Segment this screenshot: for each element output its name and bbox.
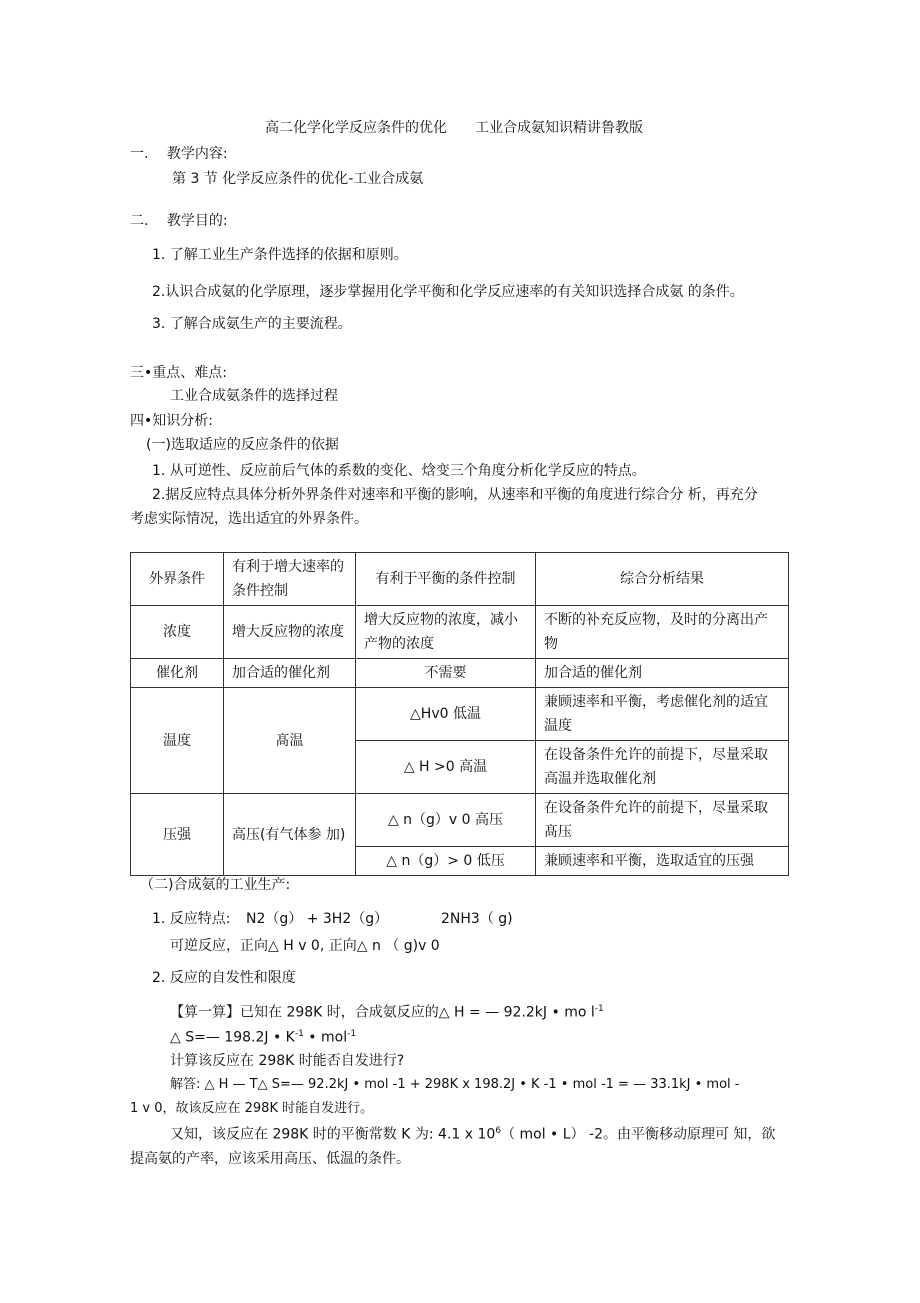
section-4-heading: 四•知识分析:	[130, 413, 213, 429]
table-cell: 加合适的催化剂	[224, 659, 356, 688]
calc-line-2	[170, 1029, 356, 1046]
section-1-body: 第 3 节 化学反应条件的优化-工业合成氨	[172, 171, 424, 187]
section-4-point-2a: 2.据反应特点具体分析外界条件对速率和平衡的影响，从速率和平衡的角度进行综合分 析，再充分	[152, 487, 758, 503]
table-cell: 温度	[131, 688, 224, 794]
table-cell: 兼顾速率和平衡，选取适宜的压强	[536, 847, 789, 876]
page-title: 高二化学化学反应条件的优化 工业合成氨知识精讲鲁教版	[265, 120, 643, 136]
table-cell: 浓度	[131, 606, 224, 659]
section-4-point-1: 1. 从可逆性、反应前后气体的系数的变化、焓变三个角度分析化学反应的特点。	[152, 463, 646, 479]
reaction-right: 2NH3（ g)	[441, 911, 513, 927]
goal-item-1: 1. 了解工业生产条件选择的依据和原则。	[152, 247, 408, 263]
calc-line-2-text: △ S=— 198.2J • K	[170, 1029, 295, 1046]
header-cell: 外界条件	[131, 553, 224, 606]
reaction-label: 1. 反应特点:	[152, 911, 231, 927]
section-4-subheading: (一)选取适应的反应条件的依据	[146, 437, 339, 453]
table-cell: △Hv0 低温	[356, 688, 536, 741]
table-cell: △ n（g）v 0 高压	[356, 794, 536, 847]
equilibrium-line-1	[170, 1126, 775, 1143]
table-cell: 加合适的催化剂	[536, 659, 789, 688]
conditions-table	[130, 552, 789, 876]
table-cell: 不断的补充反应物，及时的分离出产物	[536, 606, 789, 659]
table-row	[131, 606, 789, 659]
calc-line-2-tail: • mol	[308, 1029, 348, 1046]
table-cell: 在设备条件允许的前提下，尽量采取髙压	[536, 794, 789, 847]
table-row	[131, 688, 789, 741]
header-cell: 有利于平衡的条件控制	[356, 553, 536, 606]
table-cell: 髙温	[224, 688, 356, 794]
table-row	[131, 659, 789, 688]
table-cell: △ H >0 高温	[356, 741, 536, 794]
table-cell: 催化剂	[131, 659, 224, 688]
table-row	[131, 794, 789, 847]
equilibrium-exponent: 6	[495, 1126, 502, 1136]
header-cell: 综合分析结果	[536, 553, 789, 606]
header-cell: 有利于增大速率的条件控制	[224, 553, 356, 606]
section-1-heading: 一. 教学内容:	[130, 146, 228, 162]
section-3-heading: 三•重点、难点:	[130, 365, 227, 381]
calc-line-1-text: 【算一算】已知在 298K 时，合成氨反应的△ H = — 92.2kJ • mo l	[170, 1004, 595, 1021]
calc-line-1-sup: -1	[594, 1004, 604, 1014]
answer-line-1: 解答: △ H — T△ S=— 92.2kJ • mol -1 + 298K x 198.2J • K -1 • mol -1 = — 33.1kJ • mol -	[170, 1077, 740, 1092]
table-cell: 兼顾速率和平衡，考虑催化剂的适宜温度	[536, 688, 789, 741]
table-cell: 在设备条件允许的前提下，尽量采取高温并选取催化剂	[536, 741, 789, 794]
table-cell: 增大反应物的浓度	[224, 606, 356, 659]
section-3-body: 工业合成氨条件的选择过程	[170, 388, 338, 404]
goal-item-2: 2.认识合成氨的化学原理，逐步掌握用化学平衡和化学反应速率的有关知识选择合成氨 的条件。	[152, 284, 744, 300]
reaction-features: 可逆反应，正向△ H v 0, 正向△ n （ g)v 0	[170, 938, 440, 954]
answer-line-2: 1 v 0，故该反应在 298K 时能自发进行。	[130, 1101, 374, 1116]
section-4-point-2b: 考虑实际情况，选出适宜的外界条件。	[130, 511, 368, 527]
table-cell: 压强	[131, 794, 224, 876]
section-5-heading: （二)合成氨的工业生产:	[140, 877, 291, 893]
table-cell: 高压(有气体参 加)	[224, 794, 356, 876]
equilibrium-line-1b: （ mol • L） -2。由平衡移动原理可 知，欲	[501, 1126, 776, 1143]
equilibrium-line-2: 提高氨的产率，应该采用高压、低温的条件。	[130, 1151, 410, 1167]
reaction-left: N2（g） + 3H2（g）	[246, 911, 389, 927]
table-cell: 增大反应物的浓度，减小产物的浓度	[356, 606, 536, 659]
table-cell: 不需要	[356, 659, 536, 688]
calc-question: 计算该反应在 298K 时能否自发进行?	[170, 1053, 405, 1069]
table-header-row	[131, 553, 789, 606]
calc-line-2-sup-1: -1	[294, 1029, 304, 1039]
goal-item-3: 3. 了解合成氨生产的主要流程。	[152, 316, 352, 332]
spontaneity-heading: 2. 反应的自发性和限度	[152, 970, 296, 986]
calc-line-1	[170, 1004, 604, 1021]
table-cell: △ n（g）> 0 低压	[356, 847, 536, 876]
calc-line-2-sup-2: -1	[347, 1029, 357, 1039]
equilibrium-line-1a: 又知，该反应在 298K 时的平衡常数 K 为: 4.1 x 10	[170, 1126, 496, 1143]
section-2-heading: 二. 教学目的:	[130, 213, 228, 229]
